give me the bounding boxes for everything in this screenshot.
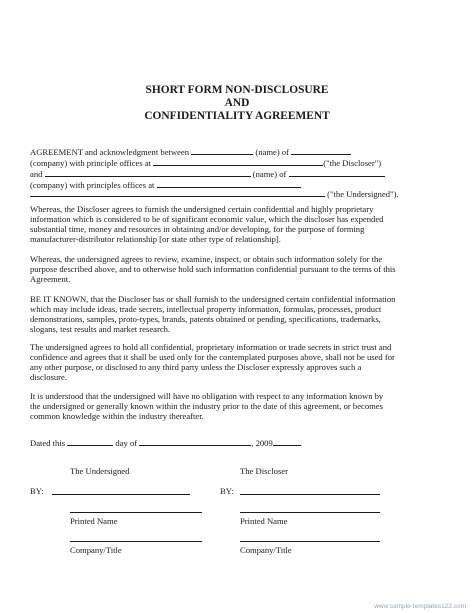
footer-watermark: www.sample-templates123.com	[374, 603, 466, 610]
paragraph-5-line-2: the undersigned or generally known within the industry prior to the date of this agreement, or becomes	[30, 401, 383, 411]
paragraph-1-line-1: Whereas, the Discloser agrees to furnish the undersigned certain confidential and highly proprietary	[30, 204, 374, 214]
blank-undersigned-company[interactable]	[289, 168, 385, 177]
company-title-line-right[interactable]	[240, 541, 380, 542]
parties-line-5: ("the Undersigned").	[30, 188, 450, 200]
paragraph-1-line-2: information which is considered to be of significant economic value, which the discloser has expended	[30, 214, 384, 224]
dated-line: Dated this day of , 2009	[30, 437, 450, 449]
by-label-right: BY:	[220, 486, 234, 496]
blank-undersigned-address-2[interactable]	[30, 188, 325, 197]
title-line-1: SHORT FORM NON-DISCLOSURE	[145, 84, 329, 96]
paragraph-4-line-2: confidence and agrees that it shall be used only for the contemplated purposes above, shall not be used for	[30, 352, 395, 362]
blank-undersigned-name[interactable]	[45, 168, 251, 177]
paragraph-1-line-3: substantial time, money and resources in obtaining and/or developing, for the purpose of forming	[30, 224, 365, 234]
paragraph-1-line-4: manufacturer-distributor relationship [or state other type of relationship].	[30, 234, 281, 244]
printed-name-label-left: Printed Name	[70, 516, 118, 526]
signature-line-right[interactable]	[240, 494, 380, 495]
printed-name-line-left[interactable]	[70, 512, 202, 513]
paragraph-2-line-2: purpose described above, and to otherwise hold such information confidential pursuant to the terms of this	[30, 264, 396, 274]
signature-line-left[interactable]	[52, 494, 190, 495]
printed-name-label-right: Printed Name	[240, 516, 288, 526]
paragraph-4-line-1: The undersigned agrees to hold all confidential, proprietary information or trade secrets in strict trust and	[30, 342, 392, 352]
blank-discloser-company[interactable]	[291, 146, 351, 155]
paragraph-5-line-1: It is understood that the undersigned will have no obligation with respect to any information known by	[30, 391, 384, 401]
paragraph-4-line-3: any other purpose, or disclosed to any third party unless the Discloser expressly approves such a	[30, 362, 362, 372]
paragraph-2-line-1: Whereas, the undersigned agrees to review, examine, inspect, or obtain such information solely for the	[30, 254, 383, 264]
blank-discloser-name[interactable]	[191, 146, 253, 155]
company-title-line-left[interactable]	[70, 541, 202, 542]
printed-name-line-right[interactable]	[240, 512, 380, 513]
parties-line-4: (company) with principles offices at	[30, 179, 450, 191]
paragraph-2-line-3: Agreement.	[30, 274, 71, 284]
blank-year[interactable]	[273, 437, 301, 446]
parties-line-1: AGREEMENT and acknowledgment between (name) of	[30, 146, 450, 158]
company-title-label-left: Company/Title	[70, 545, 122, 555]
company-title-label-right: Company/Title	[240, 545, 292, 555]
paragraph-5-line-3: common knowledge within the industry thereafter.	[30, 411, 204, 421]
parties-line-3: and (name) of	[30, 168, 450, 180]
paragraph-3-line-2: which may include ideas, trade secrets, intellectual property information, formulas, processes, product	[30, 304, 382, 314]
paragraph-4-line-4: disclosure.	[30, 372, 67, 382]
party-undersigned-label: The Undersigned	[70, 466, 130, 476]
blank-undersigned-address	[157, 179, 301, 188]
title-line-2: AND	[224, 97, 250, 109]
paragraph-3-line-3: demonstrations, samples, proto-types, brands, patents obtained or pending, specifications, trademarks,	[30, 314, 381, 324]
parties-line-2: (company) with principle offices at ("the Discloser")	[30, 158, 382, 168]
blank-day[interactable]	[67, 437, 113, 446]
blank-month[interactable]	[139, 437, 251, 446]
title-line-3: CONFIDENTIALITY AGREEMENT	[144, 110, 330, 122]
paragraph-3-line-4: slogans, test results and market research.	[30, 324, 171, 334]
by-label-left: BY:	[30, 486, 44, 496]
paragraph-3-line-1: BE IT KNOWN, that the Discloser has or shall furnish to the undersigned certain confidential information	[30, 294, 396, 304]
blank-discloser-address[interactable]	[153, 157, 323, 166]
party-discloser-label: The Discloser	[240, 466, 288, 476]
